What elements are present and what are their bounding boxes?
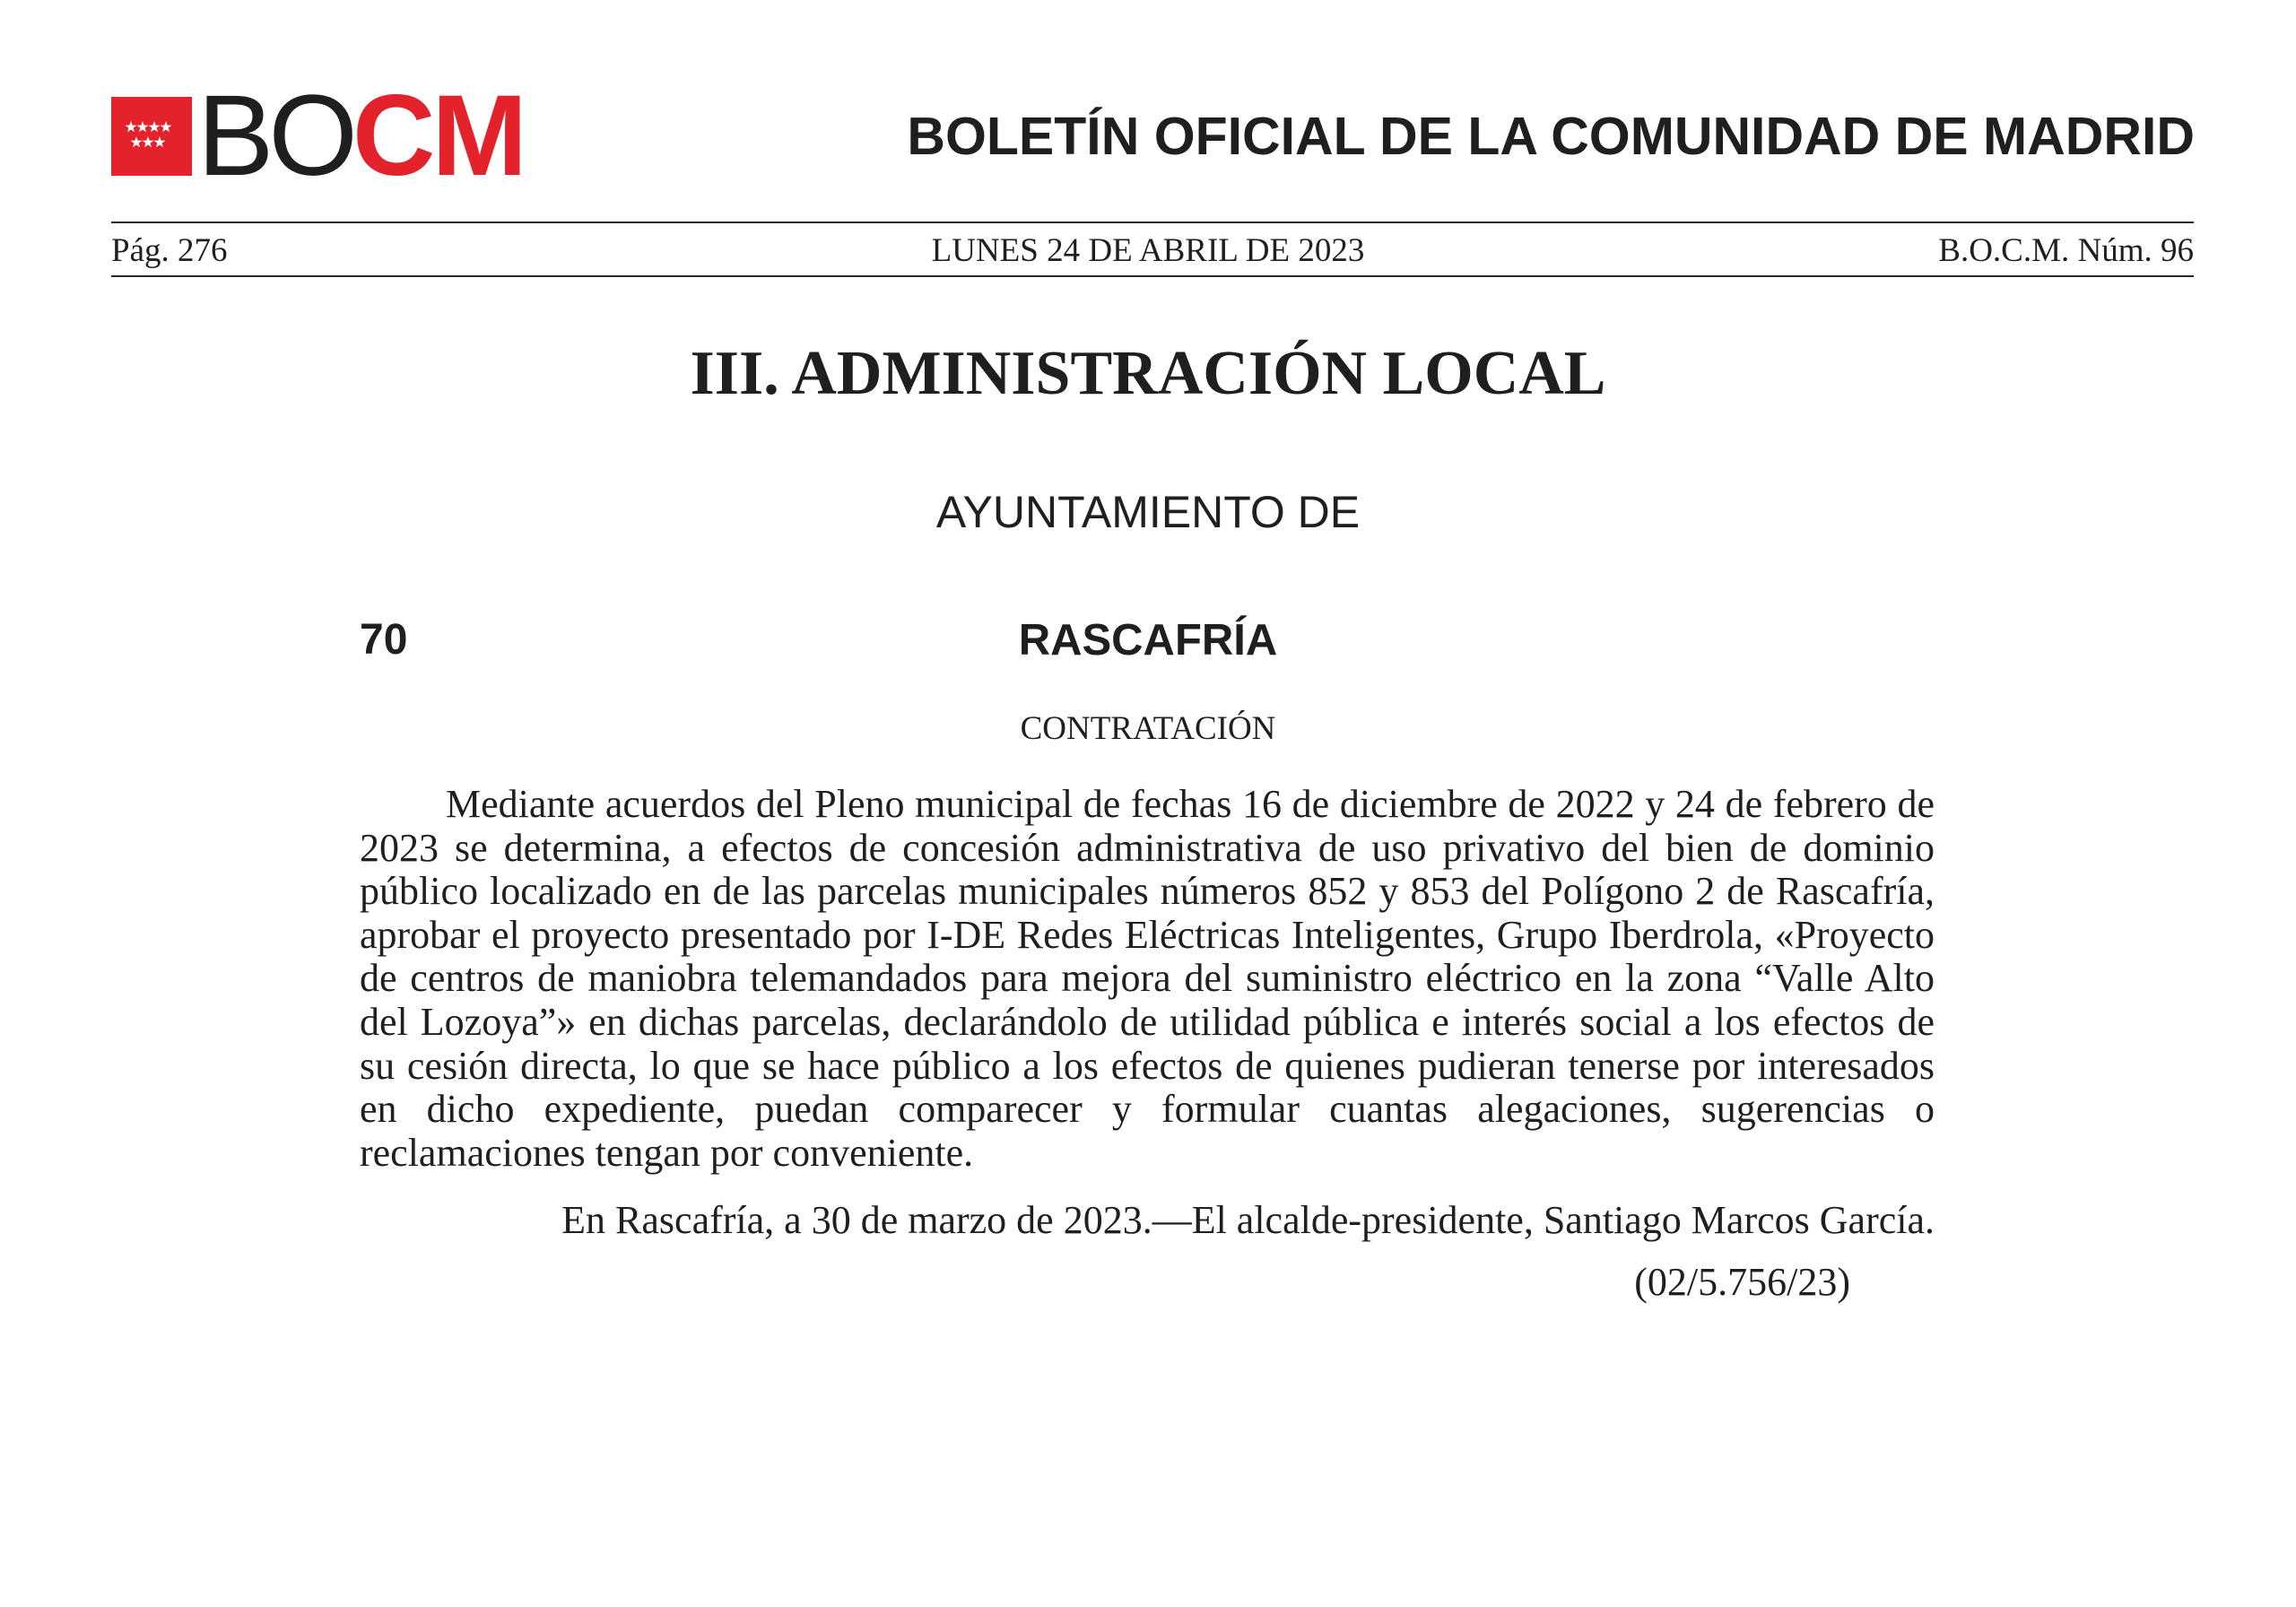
publication-date: LUNES 24 DE ABRIL DE 2023 [931, 232, 1365, 269]
announcement-number: 70 [360, 616, 408, 664]
announcement-reference: (02/5.756/23) [1634, 1260, 1850, 1304]
madrid-flag-icon [111, 97, 192, 176]
page-number: Pág. 276 [111, 232, 228, 269]
issue-number: B.O.C.M. Núm. 96 [1938, 232, 2194, 269]
logo-text-cm: CM [352, 72, 524, 200]
header-rule-top [111, 222, 2194, 223]
bocm-logo [197, 70, 524, 203]
municipality-name: RASCAFRÍA [1018, 616, 1278, 665]
logo-text-bo: BO [197, 72, 352, 200]
entity-heading: AYUNTAMIENTO DE [935, 487, 1361, 537]
header-rule-bottom [111, 275, 2194, 277]
announcement-closing: En Rascafría, a 30 de marzo de 2023.—El alcalde-presidente, Santiago Marcos García. [561, 1198, 1935, 1242]
announcement-body: Mediante acuerdos del Pleno municipal de fechas 16 de diciembre de 2022 y 24 de febrero de 2023 se determina, a efectos de concesión administrativa de uso privativo del bien de dominio público localizado en de las parcelas municipales números 852 y 853 del Polígono 2 de Rascafría, aprobar el proyecto presentado por I-DE Redes Eléctricas Inteligentes, Grupo Iberdrola, «Proyecto de centros de maniobra telemandados para mejora del suministro eléctrico en la zona “Valle Alto del Lozoya”» en dichas parcelas, declarándolo de utilidad pública e interés social a los efectos de su cesión directa, lo que se hace público a los efectos de quienes pudieran tenerse por interesados en dicho expediente, puedan comparecer y formular cuantas alegaciones, sugerencias o reclamaciones tengan por conveniente. [360, 782, 1935, 1175]
stars-icon [111, 97, 192, 176]
section-title: III. ADMINISTRACIÓN LOCAL [690, 339, 1606, 408]
masthead-title: BOLETÍN OFICIAL DE LA COMUNIDAD DE MADRID [907, 107, 2195, 166]
announcement-subject: CONTRATACIÓN [1020, 710, 1276, 747]
